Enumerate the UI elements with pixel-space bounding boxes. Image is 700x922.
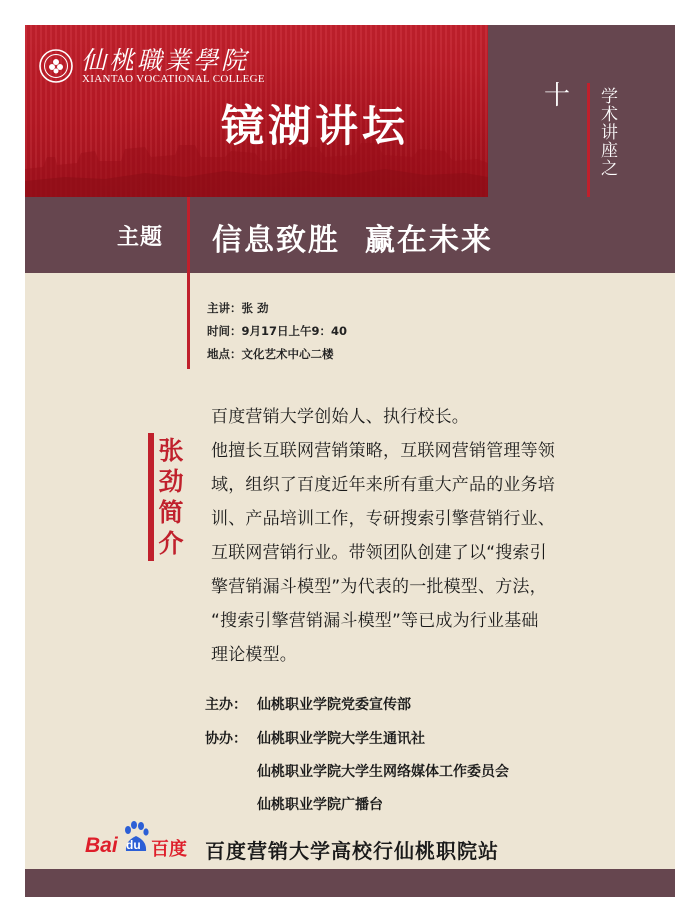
topic-title: 信息致胜 赢在未来: [212, 223, 493, 258]
topic-label: 主题: [117, 225, 164, 250]
bio-heading-bar: [148, 433, 154, 561]
bio-heading-char: 劲: [158, 467, 184, 496]
college-emblem-icon: [39, 49, 73, 83]
topic-divider-line: [187, 197, 190, 369]
bio-line: 理论模型。: [211, 645, 297, 665]
bio-heading-char: 介: [158, 529, 184, 558]
header-purple-panel: [488, 25, 675, 197]
host-label: 主办：: [205, 697, 247, 713]
speaker-line: 主讲：张 劲: [207, 301, 269, 315]
host-name: 仙桃职业学院党委宣传部: [257, 697, 411, 713]
baidu-logo-du: du: [126, 838, 141, 852]
co-host-name: 仙桃职业学院大学生网络媒体工作委员会: [257, 764, 509, 780]
college-name-chinese: 仙桃職業學院: [81, 46, 250, 75]
bio-line: 他擅长互联网营销策略，互联网营销管理等领: [211, 441, 555, 461]
header-divider-line: [587, 83, 590, 197]
baidu-logo-cn: 百度: [151, 839, 187, 860]
college-name-english: XIANTAO VOCATIONAL COLLEGE: [82, 73, 265, 85]
poster-frame: [25, 25, 675, 897]
baidu-logo-bai: Bai: [85, 834, 118, 857]
bio-heading: [156, 435, 186, 559]
footer-bar: [25, 869, 675, 897]
co-host-name: 仙桃职业学院广播台: [257, 797, 383, 813]
location-line: 地点：文化艺术中心二楼: [207, 347, 334, 361]
co-host-label: 协办：: [205, 731, 247, 747]
topic-band: [25, 197, 675, 273]
bio-heading-char: 简: [158, 498, 184, 527]
bio-line: 训、产品培训工作，专研搜索引擎营销行业、: [211, 509, 555, 529]
baidu-logo: [85, 821, 205, 861]
time-line: 时间：9月17日上午9：40: [207, 324, 348, 338]
station-title: 百度营销大学高校行仙桃职院站: [205, 839, 499, 863]
bio-line: “搜索引擎营销漏斗模型”等已成为行业基础: [211, 611, 539, 631]
co-host-name: 仙桃职业学院大学生通讯社: [257, 731, 425, 747]
bio-heading-char: 张: [158, 436, 184, 465]
bio-line: 域，组织了百度近年来所有重大产品的业务培: [211, 475, 555, 495]
forum-title: 镜湖讲坛: [221, 102, 409, 152]
header-red-panel: [25, 25, 488, 197]
bio-line: 百度营销大学创始人、执行校长。: [211, 407, 469, 427]
lecture-series-label: 学术讲座之: [597, 87, 617, 177]
bio-line: 擎营销漏斗模型”为代表的一批模型、方法，: [211, 577, 547, 597]
lecture-number: 十: [544, 81, 571, 111]
bio-line: 互联网营销行业。带领团队创建了以“搜索引: [211, 543, 547, 563]
